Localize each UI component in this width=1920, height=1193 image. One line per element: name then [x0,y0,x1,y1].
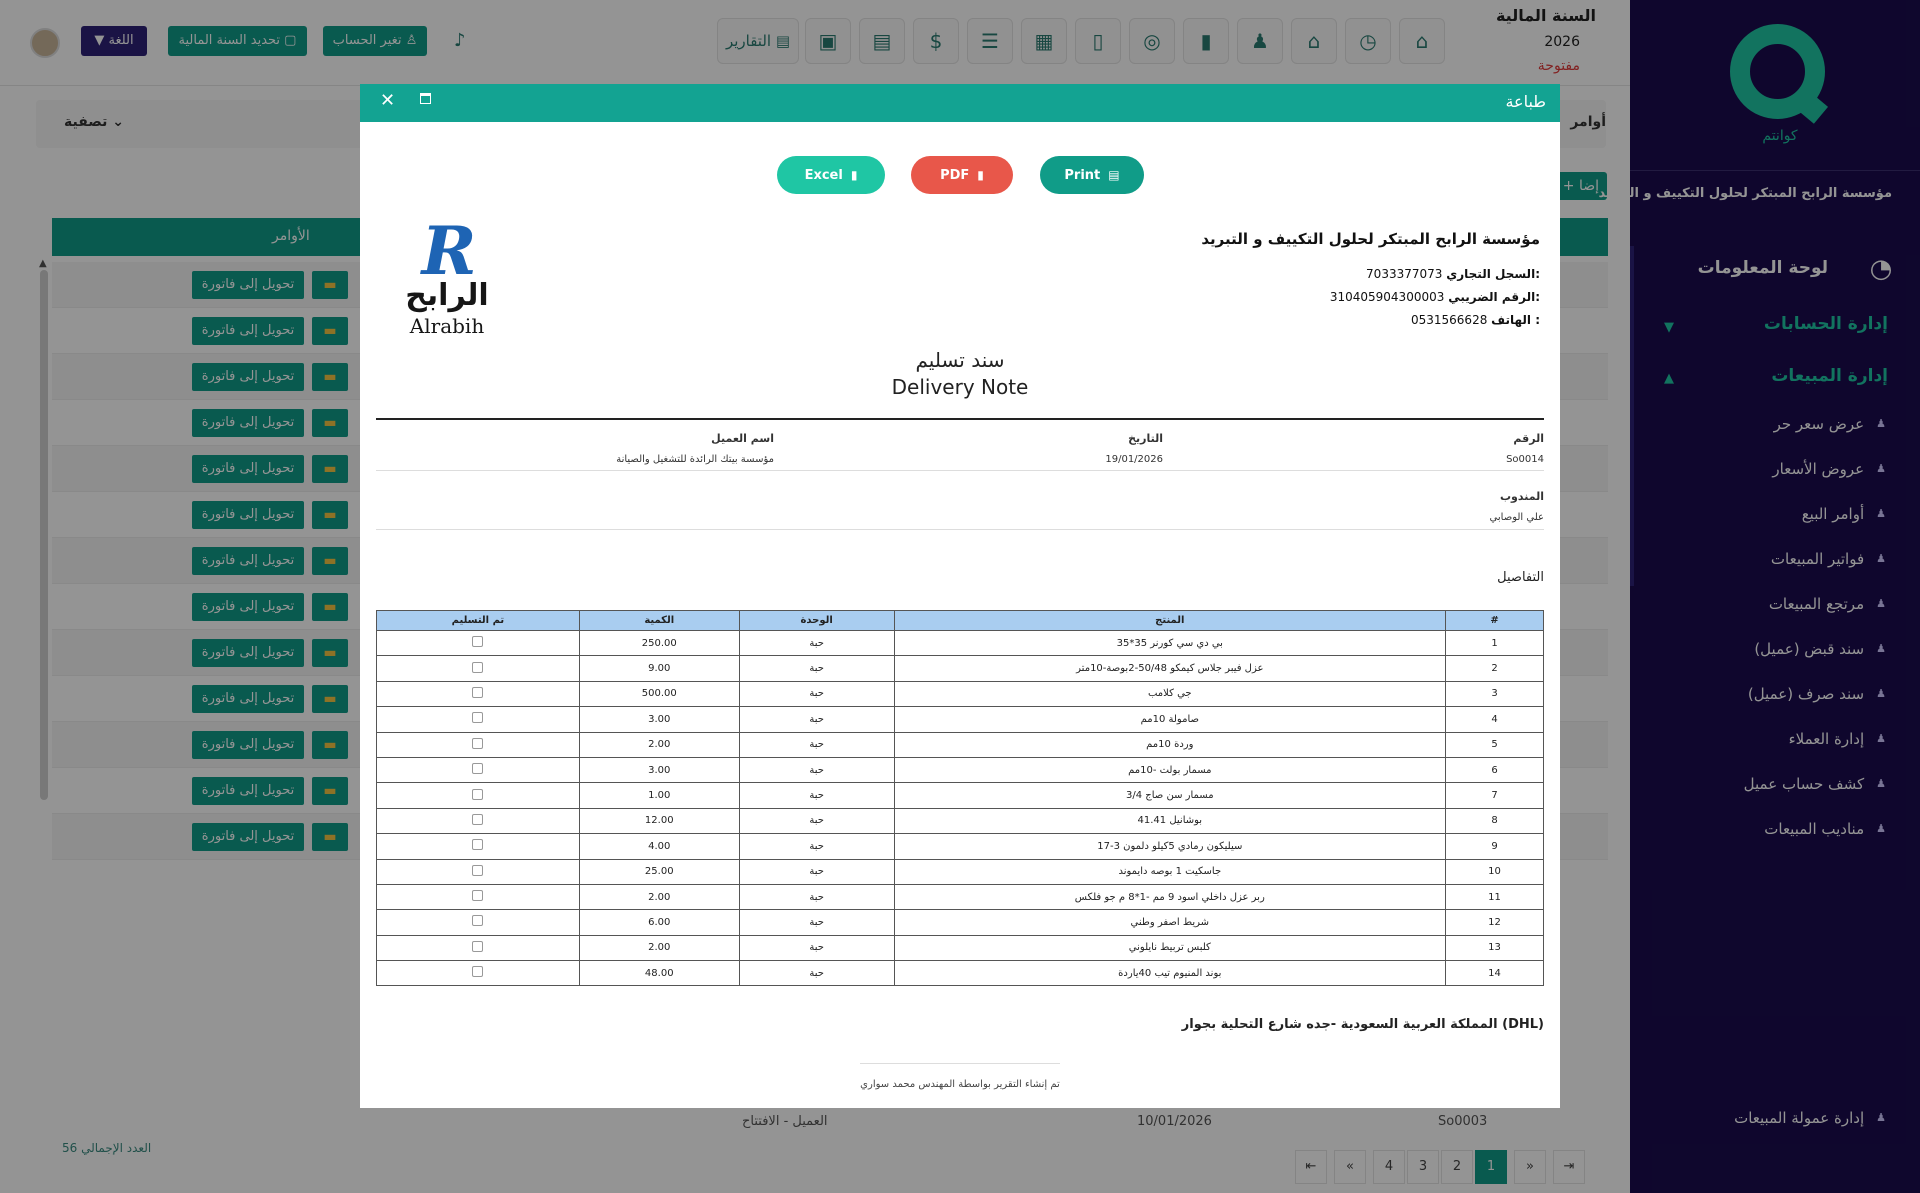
delivered-cell [377,631,580,656]
quantity-cell: 500.00 [579,681,739,706]
receipt-icon[interactable]: ▤ [859,18,905,64]
brand-logo-text: كوانتم [1762,128,1798,144]
language-button[interactable]: ▼ اللغة [81,26,147,56]
document-divider [376,418,1544,420]
product-cell: جاسكيت 1 بوصه دايموند [894,859,1446,884]
quantity-cell: 1.00 [579,783,739,808]
index-cell: 13 [1446,935,1544,960]
delivered-cell [377,834,580,859]
user-icon: ♙ [405,33,418,48]
quantity-cell: 3.00 [579,707,739,732]
sidebar-item[interactable]: مناديب المبيعات ♟ [1764,819,1886,838]
store-icon[interactable]: ⌂ [1399,18,1445,64]
print-button[interactable]: Print ▤ [1040,156,1144,194]
phone-number: 0531566628 الهاتف : [1410,313,1540,327]
index-cell: 7 [1446,783,1544,808]
maximize-icon[interactable] [420,93,431,104]
truck-icon[interactable]: ▬ [312,593,348,621]
index-cell: 8 [1446,808,1544,833]
details-label: التفاصيل [1497,570,1544,585]
bank-icon[interactable]: ⌂ [1291,18,1337,64]
sidebar-item[interactable]: سند قبض (عميل) ♟ [1754,639,1886,658]
file-excel-icon: ▮ [850,168,858,182]
document-title-english: Delivery Note [891,375,1029,399]
sales-rep-value: علي الوصابي [1489,512,1544,523]
product-cell: كلبس تربيط نايلوني [894,935,1446,960]
filter-toggle[interactable]: تصفية ⌄ [64,114,124,130]
unit-cell: حبة [739,961,894,986]
order-customer: العميل - الافتتاح [742,1114,828,1129]
company-logo-english: Alrabih [409,314,485,338]
document-icon[interactable]: ▯ [1075,18,1121,64]
total-count: العدد الإجمالي 56 [62,1141,152,1155]
sidebar-item[interactable]: عرض سعر حر ♟ [1773,414,1886,433]
product-cell: بي دي سي كورنر 35*35 [894,631,1446,656]
customer-label: اسم العميل [711,432,774,445]
index-cell: 1 [1446,631,1544,656]
convert-to-invoice-button[interactable]: تحويل إلى فاتورة [192,639,304,667]
truck-icon[interactable]: ▬ [312,409,348,437]
table-row [377,707,1544,732]
order-date: 10/01/2026 [1137,1114,1212,1129]
sidebar-item[interactable]: كشف حساب عميل ♟ [1743,774,1886,793]
sidebar-item[interactable]: أوامر البيع ♟ [1801,504,1886,523]
convert-to-invoice-button[interactable]: تحويل إلى فاتورة [192,685,304,713]
table-row [377,935,1544,960]
delivered-cell [377,732,580,757]
convert-to-invoice-button[interactable]: تحويل إلى فاتورة [192,731,304,759]
product-cell: مسمار بولت -10مم [894,757,1446,782]
unit-cell: حبة [739,884,894,909]
truck-icon[interactable]: ▬ [312,823,348,851]
product-cell: عزل فيبر جلاس كيمكو 50/48-2بوصة-10متر [894,656,1446,681]
table-row [377,910,1544,935]
sales-rep-label: المندوب [1499,490,1544,503]
fiscal-year-status: مفتوحة [1537,58,1580,74]
company-logo-symbol: R [421,212,477,290]
delivered-cell [377,681,580,706]
list-icon[interactable]: ☰ [967,18,1013,64]
delivered-checkbox[interactable] [472,712,483,723]
quantity-column-header: الكمية [579,611,739,631]
delivered-cell [377,656,580,681]
product-cell: جي كلامب [894,681,1446,706]
printer-icon: ▤ [775,32,791,50]
export-pdf-button[interactable]: PDF ▮ [911,156,1013,194]
caret-down-icon: ▼ [94,33,105,48]
quantity-cell: 250.00 [579,631,739,656]
company-logo-arabic: الرابح [405,278,489,313]
unit-cell: حبة [739,935,894,960]
quantity-cell: 9.00 [579,656,739,681]
delivered-checkbox[interactable] [472,915,483,926]
quantity-cell: 48.00 [579,961,739,986]
table-row [377,961,1544,986]
pagination-next[interactable]: » [1514,1150,1546,1184]
footer-divider [860,1063,1060,1064]
truck-icon[interactable]: ▬ [312,639,348,667]
meta-divider [376,529,1544,530]
convert-to-invoice-button[interactable]: تحويل إلى فاتورة [192,777,304,805]
table-row [377,859,1544,884]
users-icon: ♟ [1876,777,1886,790]
reports-button[interactable]: التقارير ▤ [717,18,799,64]
unit-cell: حبة [739,808,894,833]
modal-header [360,84,1560,122]
truck-icon[interactable]: ▬ [312,777,348,805]
company-address: المملكة العربية السعودية -جده شارع التحلية بجوار (DHL) [1181,1017,1544,1032]
truck-icon[interactable]: ▬ [312,317,348,345]
add-button[interactable]: + إضا [1555,172,1607,200]
items-table [376,610,1544,986]
index-column-header: # [1446,611,1544,631]
pagination-first[interactable]: ⇥ [1553,1150,1585,1184]
order-id: So0003 [1438,1114,1488,1129]
unit-cell: حبة [739,631,894,656]
product-cell: مسمار سن صاج 3/4 [894,783,1446,808]
company-name: مؤسسة الرابح المبتكر لحلول التكييف و التبريد [1201,230,1540,248]
delivered-checkbox[interactable] [472,636,483,647]
sidebar-item[interactable]: إدارة العملاء ♟ [1788,729,1886,748]
convert-to-invoice-button[interactable]: تحويل إلى فاتورة [192,501,304,529]
users-icon: ♟ [1876,462,1886,475]
unit-cell: حبة [739,783,894,808]
quantity-cell: 2.00 [579,935,739,960]
product-cell: شريط اصفر وطني [894,910,1446,935]
index-cell: 2 [1446,656,1544,681]
index-cell: 3 [1446,681,1544,706]
items-table-body [377,631,1544,986]
delivered-cell [377,808,580,833]
delivered-checkbox[interactable] [472,687,483,698]
delivered-cell [377,707,580,732]
number-value: So0014 [1506,454,1544,465]
product-cell: بوند المنيوم تيب 40ياردة [894,961,1446,986]
unit-cell: حبة [739,910,894,935]
table-row [377,834,1544,859]
product-cell: صامولة 10مم [894,707,1446,732]
quantity-cell: 25.00 [579,859,739,884]
product-cell: ربر عزل داخلي اسود 9 مم -1*8 م جو فلكس [894,884,1446,909]
delivered-checkbox[interactable] [472,814,483,825]
convert-to-invoice-button[interactable]: تحويل إلى فاتورة [192,363,304,391]
index-cell: 12 [1446,910,1544,935]
sidebar-item[interactable]: عروض الأسعار ♟ [1772,459,1886,478]
users-icon[interactable]: ♟ [1237,18,1283,64]
convert-to-invoice-button[interactable]: تحويل إلى فاتورة [192,547,304,575]
convert-to-invoice-button[interactable]: تحويل إلى فاتورة [192,455,304,483]
unit-cell: حبة [739,656,894,681]
sidebar-section-sales[interactable]: إدارة المبيعات [1771,366,1888,386]
pagination-page-4[interactable]: 4 [1373,1150,1405,1184]
users-icon: ♟ [1876,552,1886,565]
fiscal-year-title: السنة المالية [1495,6,1596,25]
pagination-prev[interactable]: « [1334,1150,1366,1184]
clock-dollar-icon[interactable]: ◷ [1345,18,1391,64]
index-cell: 10 [1446,859,1544,884]
delivered-cell [377,783,580,808]
modal-title: طباعة [1505,92,1546,111]
delivered-checkbox[interactable] [472,763,483,774]
delivered-checkbox[interactable] [472,662,483,673]
truck-icon[interactable]: ▬ [312,685,348,713]
users-icon: ♟ [1876,597,1886,610]
delivered-cell [377,884,580,909]
dashboard-gauge-icon: ◔ [1869,254,1893,284]
table-row [377,884,1544,909]
users-icon: ♟ [1876,1111,1886,1124]
print-modal [360,84,1560,1108]
document-title-arabic: سند تسليم [915,348,1005,372]
delivered-column-header: تم التسليم [377,611,580,631]
customer-value: مؤسسة بيتك الرائدة للتشغيل والصيانة [616,454,774,465]
table-row [377,656,1544,681]
date-label: التاريخ [1128,432,1163,445]
truck-icon[interactable]: ▬ [312,271,348,299]
quantity-cell: 3.00 [579,757,739,782]
delivered-checkbox[interactable] [472,839,483,850]
close-icon[interactable]: ✕ [380,90,396,111]
unit-cell: حبة [739,757,894,782]
id-card-icon[interactable]: ▦ [1021,18,1067,64]
table-row [377,631,1544,656]
table-row [377,681,1544,706]
gift-icon[interactable]: ▣ [805,18,851,64]
table-row [377,732,1544,757]
delivered-cell [377,935,580,960]
unit-cell: حبة [739,681,894,706]
convert-to-invoice-button[interactable]: تحويل إلى فاتورة [192,593,304,621]
pagination-page-1[interactable]: 1 [1475,1150,1507,1184]
index-cell: 4 [1446,707,1544,732]
fiscal-year-value: 2026 [1544,34,1580,50]
unit-cell: حبة [739,859,894,884]
delivered-cell [377,910,580,935]
pagination-last[interactable]: ⇤ [1295,1150,1327,1184]
truck-icon[interactable]: ▬ [312,547,348,575]
quantity-cell: 2.00 [579,884,739,909]
product-cell: بوشانيل 41.41 [894,808,1446,833]
chevron-down-icon: ⌄ [112,114,124,130]
index-cell: 5 [1446,732,1544,757]
unit-cell: حبة [739,834,894,859]
pagination-page-2[interactable]: 2 [1441,1150,1473,1184]
sidebar-item[interactable]: مرتجع المبيعات ♟ [1768,594,1886,613]
delivered-checkbox[interactable] [472,789,483,800]
users-icon: ♟ [1876,417,1886,430]
sidebar-section-accounts[interactable]: إدارة الحسابات [1763,314,1888,334]
delivered-checkbox[interactable] [472,865,483,876]
delivered-cell [377,961,580,986]
export-excel-button[interactable]: Excel ▮ [777,156,885,194]
index-cell: 11 [1446,884,1544,909]
product-cell: وردة 10مم [894,732,1446,757]
users-icon: ♟ [1876,822,1886,835]
bell-icon[interactable]: ♪ [454,30,466,51]
quantity-cell: 6.00 [579,910,739,935]
table-row [377,808,1544,833]
quantity-cell: 2.00 [579,732,739,757]
truck-icon[interactable]: ▬ [312,731,348,759]
sidebar-item[interactable]: سند صرف (عميل) ♟ [1747,684,1886,703]
caret-up-icon[interactable]: ▲ [1664,371,1674,386]
date-value: 19/01/2026 [1105,454,1163,465]
truck-icon[interactable]: ▬ [312,455,348,483]
users-icon: ♟ [1876,687,1886,700]
sidebar-item-sales-commission[interactable]: إدارة عمولة المبيعات ♟ [1734,1108,1886,1127]
coin-icon[interactable]: ◎ [1129,18,1175,64]
unit-cell: حبة [739,707,894,732]
delivered-cell [377,859,580,884]
report-footer: تم إنشاء التقرير بواسطة المهندس محمد سواري [860,1079,1060,1090]
scroll-up-icon[interactable]: ▲ [39,258,47,269]
delivered-checkbox[interactable] [472,738,483,749]
product-column-header: المنتج [894,611,1446,631]
items-table-header [377,611,1544,631]
update-fiscal-year-button[interactable]: تحديد السنة المالية ▢ [168,26,307,56]
convert-to-invoice-button[interactable]: تحويل إلى فاتورة [192,271,304,299]
change-account-button[interactable]: تغير الحساب ♙ [323,26,427,56]
calendar-icon: ▢ [284,33,297,48]
delivered-checkbox[interactable] [472,966,483,977]
delivered-checkbox[interactable] [472,941,483,952]
unit-cell: حبة [739,732,894,757]
dollar-icon[interactable]: $ [913,18,959,64]
printer-icon: ▤ [1108,168,1120,182]
meta-divider [376,470,1544,471]
company-logo [392,212,502,346]
contact-book-icon[interactable]: ▮ [1183,18,1229,64]
quantity-cell: 12.00 [579,808,739,833]
pagination-page-3[interactable]: 3 [1407,1150,1439,1184]
unit-column-header: الوحدة [739,611,894,631]
table-row [377,783,1544,808]
delivered-cell [377,757,580,782]
number-label: الرقم [1513,432,1544,445]
truck-icon[interactable]: ▬ [312,363,348,391]
convert-to-invoice-button[interactable]: تحويل إلى فاتورة [192,317,304,345]
quantity-cell: 4.00 [579,834,739,859]
truck-icon[interactable]: ▬ [312,501,348,529]
index-cell: 9 [1446,834,1544,859]
sidebar-item-dashboard[interactable]: لوحة المعلومات [1697,258,1828,278]
users-icon: ♟ [1876,642,1886,655]
orders-label: أوامر [1570,114,1606,130]
convert-to-invoice-button[interactable]: تحويل إلى فاتورة [192,823,304,851]
users-icon: ♟ [1876,732,1886,745]
sidebar-company-name: مؤسسة الرابح المبتكر لحلول التكييف و التبريد [1598,186,1892,201]
table-row [377,757,1544,782]
delivered-checkbox[interactable] [472,890,483,901]
index-cell: 14 [1446,961,1544,986]
index-cell: 6 [1446,757,1544,782]
product-cell: سيليكون رمادي 5كيلو دلمون 3-17 [894,834,1446,859]
caret-down-icon[interactable]: ▼ [1664,320,1674,335]
commercial-register: 7033377073 السجل التجاري: [1366,267,1540,281]
tax-number: 310405904300003 الرقم الضريبي: [1329,290,1540,304]
sidebar-item[interactable]: فواتير المبيعات ♟ [1770,549,1886,568]
convert-to-invoice-button[interactable]: تحويل إلى فاتورة [192,409,304,437]
users-icon: ♟ [1876,507,1886,520]
file-pdf-icon: ▮ [977,168,984,182]
commands-column-header: الأوامر [272,228,310,244]
